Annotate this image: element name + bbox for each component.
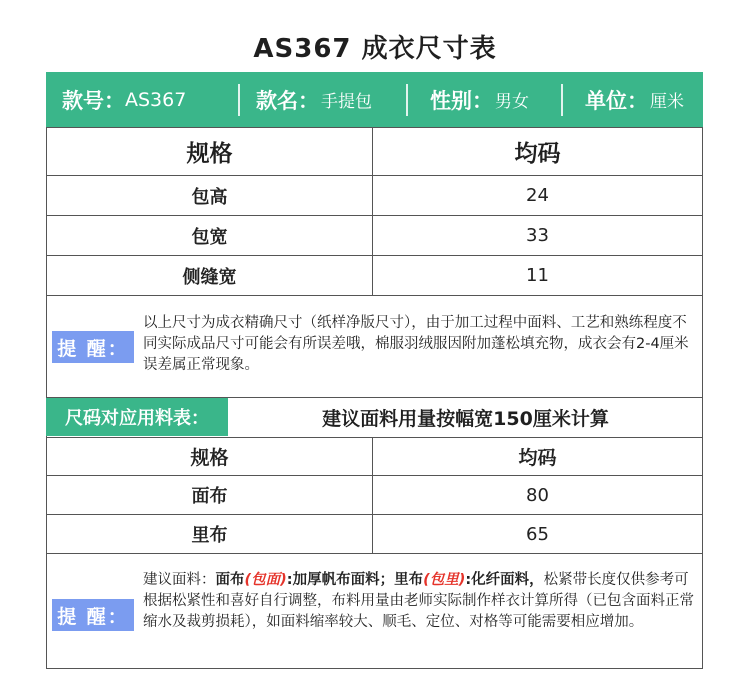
- note-fragment: 松紧带长度仅供参考可根据松紧性和喜好自行调整，布料用量由老师实际制作样衣计算所得（已包含面料正常缩水及裁剪损耗），如面料缩率较大、顺毛、定位、对格等可能需要相应增加。: [143, 572, 694, 630]
- note-fragment: 建议面料：: [143, 572, 216, 588]
- col-spec-header: 规格: [47, 438, 373, 476]
- style-no-cell: [46, 72, 240, 127]
- unit-label: 单位：: [585, 88, 648, 113]
- reminder-badge: 提 醒：: [52, 599, 134, 631]
- gender-value: 男女: [495, 92, 529, 112]
- style-no-label: 款号：: [62, 88, 125, 113]
- unit-value: 厘米: [650, 92, 684, 112]
- reminder-text: 以上尺寸为成衣精确尺寸（纸样净版尺寸），由于加工过程中面料、工艺和熟练程度不同实际成品尺寸可能会有所误差哦，棉服羽绒服因附加蓬松填充物，成衣会有2-4厘米误差属正常现象。: [143, 315, 689, 373]
- row-label: 侧缝宽: [47, 256, 373, 296]
- row-value: 80: [373, 476, 703, 515]
- style-no-value: AS367: [125, 88, 187, 111]
- note-fragment: (包面): [244, 572, 287, 588]
- table-row: [47, 256, 703, 296]
- note-fragment: :加厚帆布面料；: [286, 572, 395, 588]
- note-fragment: 面布: [215, 572, 245, 588]
- table-row: [47, 216, 703, 256]
- size-table-header: [47, 128, 703, 176]
- info-header: [46, 72, 703, 127]
- gender-label: 性别：: [430, 88, 493, 113]
- page-title: AS367 成衣尺寸表: [253, 34, 497, 64]
- table-row: [47, 476, 703, 515]
- size-table: [46, 127, 703, 296]
- col-size-header: 均码: [373, 128, 703, 176]
- name-label: 款名：: [256, 88, 319, 113]
- row-label: 包宽: [47, 216, 373, 256]
- note-fragment: (包里): [423, 572, 466, 588]
- row-value: 11: [373, 256, 703, 296]
- name-value: 手提包: [321, 92, 372, 112]
- fabric-reminder-text: [143, 570, 695, 633]
- row-value: 24: [373, 176, 703, 216]
- fabric-table-header: [47, 438, 703, 476]
- row-value: 65: [373, 515, 703, 554]
- unit-cell: [563, 72, 703, 127]
- row-label: 里布: [47, 515, 373, 554]
- reminder-badge: 提 醒：: [52, 331, 134, 363]
- note-fragment: 里布: [394, 572, 424, 588]
- col-size-header: 均码: [373, 438, 703, 476]
- table-row: [47, 515, 703, 554]
- fabric-section-note: 建议面料用量按幅宽150厘米计算: [322, 407, 609, 430]
- fabric-section-label: 尺码对应用料表：: [46, 398, 228, 436]
- row-label: 面布: [47, 476, 373, 515]
- col-spec-header: 规格: [47, 128, 373, 176]
- row-value: 33: [373, 216, 703, 256]
- name-cell: [240, 72, 408, 127]
- gender-cell: [408, 72, 563, 127]
- row-label: 包高: [47, 176, 373, 216]
- note-fragment: :化纤面料，: [465, 572, 544, 588]
- table-row: [47, 176, 703, 216]
- fabric-table: [46, 437, 703, 554]
